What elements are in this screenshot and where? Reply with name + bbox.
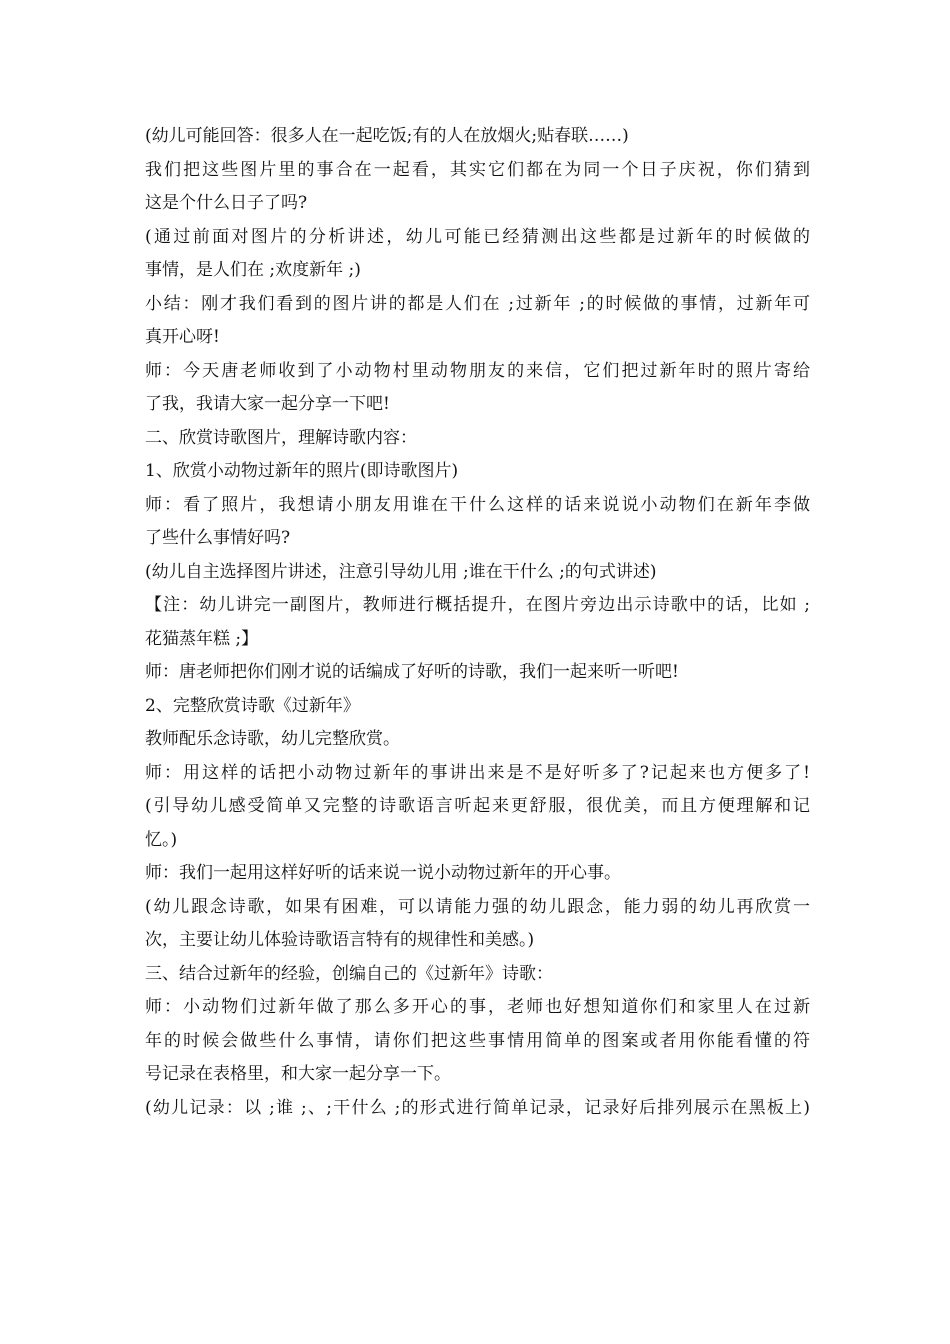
text-line: 忆。) [145,829,178,850]
text-line: 号记录在表格里，和大家一起分享一下。 [145,1064,451,1084]
text-line: 我们把这些图片里的事合在一起看，其实它们都在为同一个日子庆祝，你们猜到 [145,159,810,180]
text-line: (幼儿记录：以 ;谁 ;、;干什么 ;的形式进行简单记录，记录好后排列展示在黑板上) [145,1097,810,1118]
text-line: 三、结合过新年的经验，创编自己的《过新年》诗歌： [145,963,553,984]
text-line: 花猫蒸年糕 ;】 [145,628,259,649]
text-line: 小结：刚才我们看到的图片讲的都是人们在 ;过新年 ;的时候做的事情，过新年可 [145,293,810,314]
text-line: (幼儿可能回答：很多人在一起吃饭;有的人在放烟火;贴春联……) [145,126,629,146]
text-line: 【注：幼儿讲完一副图片，教师进行概括提升，在图片旁边出示诗歌中的话，比如 ; [145,595,810,615]
text-line: (幼儿自主选择图片讲述，注意引导幼儿用 ;谁在干什么 ;的句式讲述) [145,561,657,582]
text-line: 师：看了照片，我想请小朋友用谁在干什么这样的话来说说小动物们在新年李做 [145,494,810,515]
text-line: 教师配乐念诗歌，幼儿完整欣赏。 [145,729,400,749]
text-line: (幼儿跟念诗歌，如果有困难，可以请能力强的幼儿跟念，能力弱的幼儿再欣赏一 [145,896,810,917]
text-line: 了我，我请大家一起分享一下吧! [145,394,390,414]
text-line: (引导幼儿感受简单又完整的诗歌语言听起来更舒服，很优美，而且方便理解和记 [145,796,810,816]
text-line: (通过前面对图片的分析讲述，幼儿可能已经猜测出这些都是过新年的时候做的 [145,226,810,247]
text-line: 真开心呀! [145,327,220,347]
text-line: 1、欣赏小动物过新年的照片(即诗歌图片) [145,461,459,481]
text-line: 二、欣赏诗歌图片，理解诗歌内容： [145,427,417,448]
text-line: 事情，是人们在 ;欢度新年 ;) [145,260,361,280]
text-line: 师：小动物们过新年做了那么多开心的事，老师也好想知道你们和家里人在过新 [145,997,810,1017]
document-body [145,120,810,1125]
text-line: 了些什么事情好吗? [145,528,291,548]
text-line: 2、完整欣赏诗歌《过新年》 [145,695,360,716]
text-line: 次，主要让幼儿体验诗歌语言特有的规律性和美感。) [145,930,535,950]
text-line: 这是个什么日子了吗? [145,193,308,213]
text-line: 师：今天唐老师收到了小动物村里动物朋友的来信，它们把过新年时的照片寄给 [145,360,810,381]
text-line: 年的时候会做些什么事情，请你们把这些事情用简单的图案或者用你能看懂的符 [145,1030,810,1051]
text-line: 师：我们一起用这样好听的话来说一说小动物过新年的开心事。 [145,863,621,883]
text-line: 师：唐老师把你们刚才说的话编成了好听的诗歌，我们一起来听一听吧! [145,662,679,682]
text-line: 师：用这样的话把小动物过新年的事讲出来是不是好听多了?记起来也方便多了! [145,762,810,783]
